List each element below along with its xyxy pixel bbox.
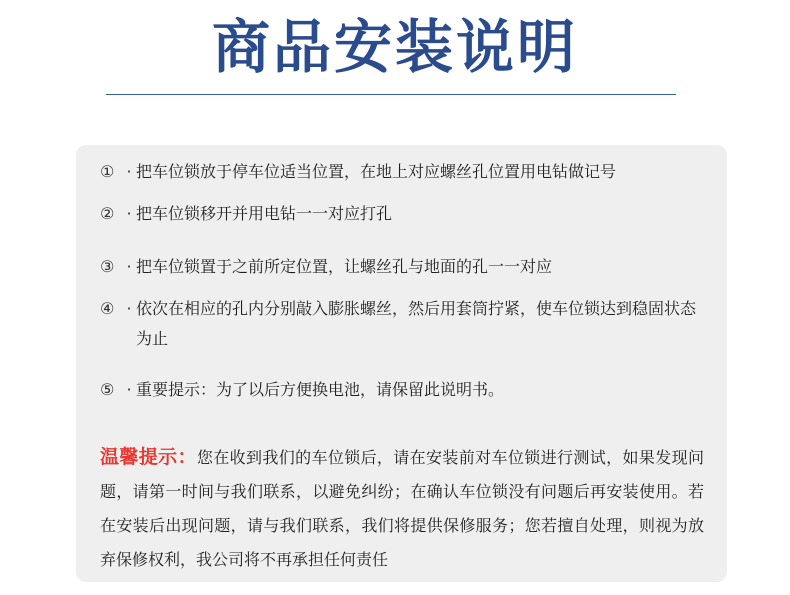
step-4-bullet: ·	[126, 299, 132, 318]
warm-notice-text: 您在收到我们的车位锁后，请在安装前对车位锁进行测试，如果发现问题，请第一时间与我们联系，以避免纠纷；在确认车位锁没有问题后再安装使用。若在安装后出现问题，请与我们联系，我们将提供保修服务；您若擅自处理，则视为放弃保修权利，我公司将不再承担任何责任	[100, 448, 704, 569]
step-4-number: ④	[100, 299, 115, 318]
step-1-text: 把车位锁放于停车位适当位置，在地上对应螺丝孔位置用电钻做记号	[136, 162, 617, 181]
step-2	[100, 203, 710, 225]
step-1-number: ①	[100, 162, 115, 181]
step-1-bullet: ·	[126, 162, 132, 181]
title-divider	[106, 94, 676, 95]
warm-notice	[100, 440, 704, 577]
step-1	[100, 161, 710, 183]
step-3-text: 把车位锁置于之前所定位置，让螺丝孔与地面的孔一一对应	[136, 257, 553, 276]
step-3	[100, 256, 710, 278]
warm-notice-label: 温馨提示：	[100, 446, 197, 468]
step-5-text: 重要提示：为了以后方便换电池，请保留此说明书。	[136, 380, 505, 399]
step-5-number: ⑤	[100, 380, 115, 399]
step-4	[100, 298, 710, 354]
step-2-text: 把车位锁移开并用电钻一一对应打孔	[136, 204, 393, 223]
step-5	[100, 379, 710, 401]
step-2-number: ②	[100, 204, 115, 223]
step-3-bullet: ·	[126, 257, 132, 276]
step-4-text: 依次在相应的孔内分别敲入膨胀螺丝，然后用套筒拧紧，使车位锁达到稳固状态为止	[136, 299, 697, 348]
step-5-bullet: ·	[126, 380, 132, 399]
step-2-bullet: ·	[126, 204, 132, 223]
step-3-number: ③	[100, 257, 115, 276]
page-title: 商品安装说明	[211, 13, 578, 81]
